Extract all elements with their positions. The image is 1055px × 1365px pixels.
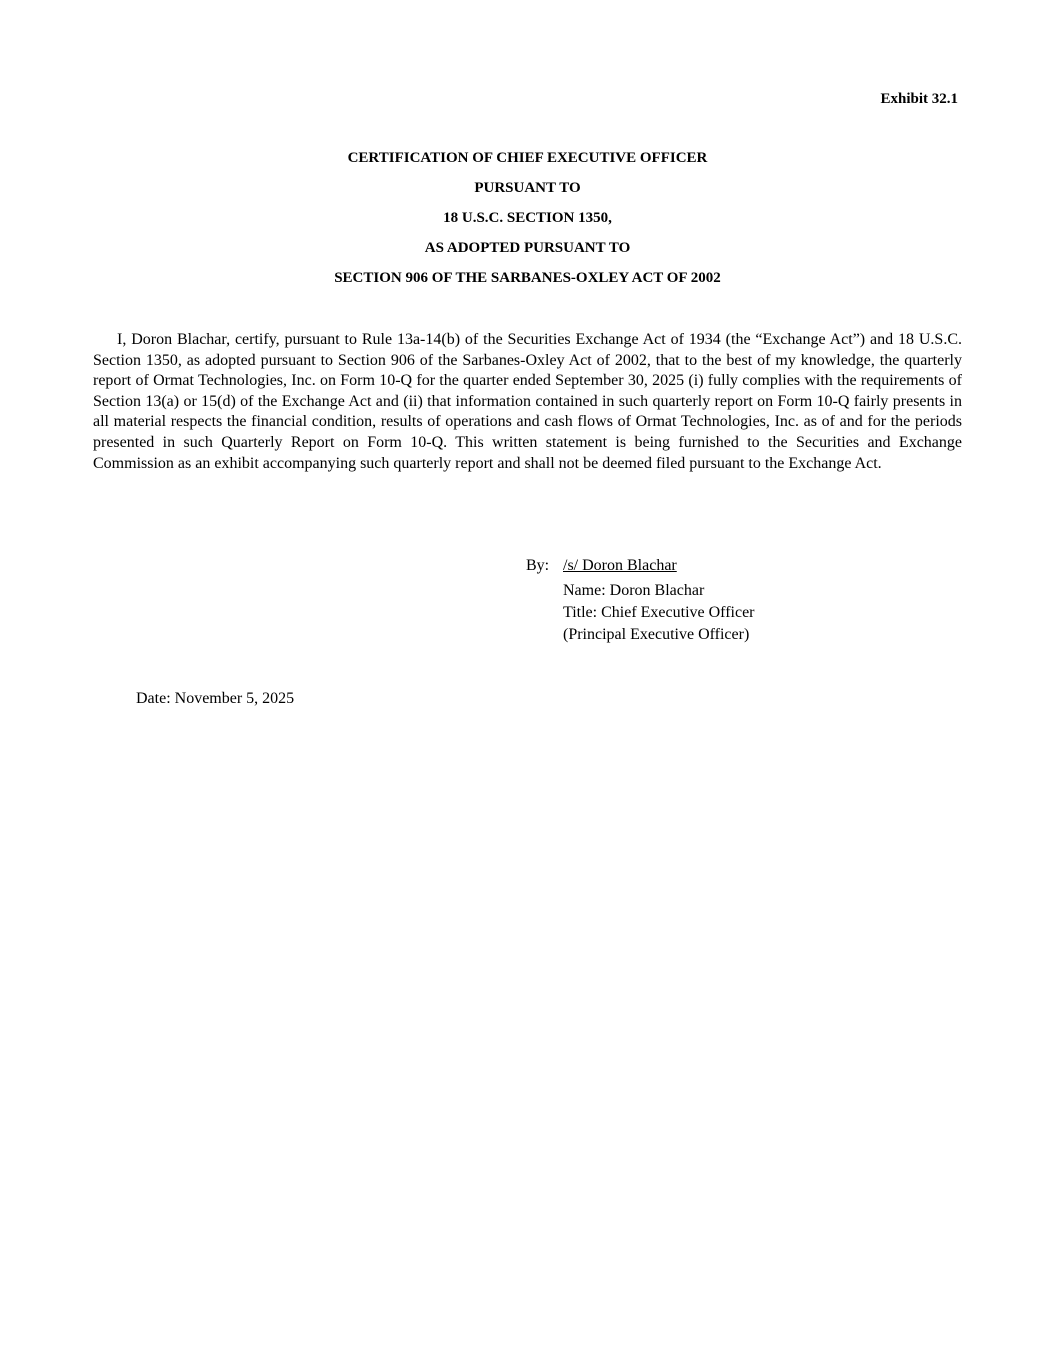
signature-date: Date: November 5, 2025 <box>136 690 295 707</box>
signature-row <box>526 556 755 580</box>
exhibit-label: Exhibit 32.1 <box>880 91 958 107</box>
signer-role: (Principal Executive Officer) <box>563 626 750 643</box>
title-line-1: CERTIFICATION OF CHIEF EXECUTIVE OFFICER <box>347 150 708 166</box>
by-label: By: <box>526 557 550 574</box>
signature-block <box>526 556 755 646</box>
signer-name: Name: Doron Blachar <box>563 582 705 599</box>
title-line-4: AS ADOPTED PURSUANT TO <box>424 240 631 256</box>
certification-body: I, Doron Blachar, certify, pursuant to Rule 13a-14(b) of the Securities Exchange Act of 1934 (the “Exchange Act”) and 18 U.S.C. Section 1350, as adopted pursuant to Section 906 of the Sarbanes-Oxley Act of 2002, that to the best of my knowledge, the quarterly report of Ormat Technologies, Inc. on Form 10-Q for the quarter ended September 30, 2025 (i) fully complies with the requirements of Section 13(a) or 15(d) of the Exchange Act and (ii) that information contained in such quarterly report on Form 10-Q fairly presents in all material respects the financial condition, results of operations and cash flows of Ormat Technologies, Inc. as of and for the periods presented in such Quarterly Report on Form 10-Q. This written statement is being furnished to the Securities and Exchange Commission as an exhibit accompanying such quarterly report and shall not be deemed filed pursuant to the Exchange Act. <box>93 331 962 472</box>
signer-title: Title: Chief Executive Officer <box>563 604 755 621</box>
signature-line: /s/ Doron Blachar <box>563 557 677 574</box>
title-line-5: SECTION 906 OF THE SARBANES-OXLEY ACT OF 2002 <box>334 270 721 286</box>
title-line-3: 18 U.S.C. SECTION 1350, <box>443 210 612 226</box>
title-line-2: PURSUANT TO <box>474 180 581 196</box>
certification-title <box>0 148 1055 298</box>
